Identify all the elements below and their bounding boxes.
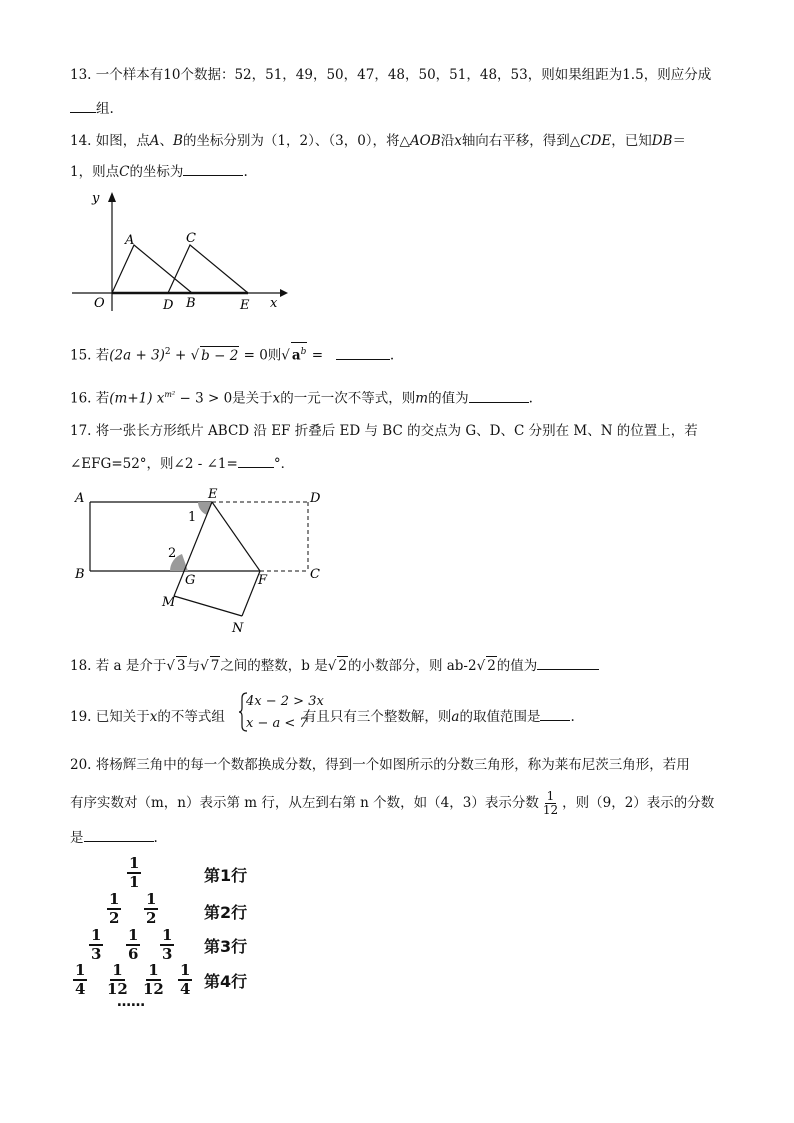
q15-answer-blank: [336, 346, 390, 360]
triangle-ellipsis: ……: [117, 994, 145, 1010]
q19-ineq1: 4x − 2 > 3x: [246, 694, 324, 709]
q13-line2: 组.: [70, 99, 114, 118]
row3-frac1: $\frac{1}{3}$: [91, 926, 102, 963]
row3-frac2: $\frac{1}{6}$: [128, 926, 139, 963]
label-c: C: [186, 231, 196, 246]
row3-frac3: $\frac{1}{3}$: [162, 926, 173, 963]
q20-line2: 有序实数对（m，n）表示第 m 行，从左到右第 n 个数，如（4，3）表示分数 $\frac{1}{12}$ ，则（9，2）表示的分数: [70, 789, 715, 817]
q14-answer-blank: [183, 162, 243, 176]
q18-line: 18. 若 a 是介于√ 3与√ 7之间的整数，b 是√ 2的小数部分，则 ab-2√ 2的值为: [70, 656, 599, 675]
row4-frac3: $\frac{1}{12}$: [143, 961, 164, 998]
q17-answer-blank: [238, 454, 274, 468]
q14-line1: 14. 如图，点A、B的坐标分别为（1，2）、（3，0），将△AOB沿x轴向右平移，得到△CDE，已知DB＝: [70, 133, 686, 149]
q14-line2: 1，则点C的坐标为 .: [70, 164, 248, 180]
label-a: A: [125, 233, 135, 248]
q17-line1: 17. 将一张长方形纸片 ABCD 沿 EF 折叠后 ED 与 BC 的交点为 G、D、C 分别在 M、N 的位置上，若: [70, 423, 698, 439]
label-e: E: [240, 298, 250, 313]
q15-line: 15. 若$(2a + 3)^2$ + √ b − 2 = 0则√ $a^b$ = .: [70, 342, 394, 365]
label-c: C: [310, 567, 320, 582]
row4-frac1: $\frac{1}{4}$: [75, 961, 86, 998]
label-angle-2: 2: [168, 546, 177, 561]
label-g: G: [185, 573, 196, 588]
q20-line1: 20. 将杨辉三角中的每一个数都换成分数，得到一个如图所示的分数三角形，称为莱布尼茨三角形，若用: [70, 757, 690, 773]
q20-example-fraction: $\frac{1}{12}$: [542, 789, 559, 817]
label-m: M: [162, 595, 176, 610]
q16-answer-blank: [469, 389, 529, 403]
label-e: E: [208, 487, 218, 502]
label-o: O: [94, 296, 105, 311]
row3-label: 第3行: [204, 937, 248, 956]
label-b: B: [75, 567, 85, 582]
q19-ineq2: x − a < 7: [246, 716, 308, 731]
row4-frac2: $\frac{1}{12}$: [107, 961, 128, 998]
label-d: D: [310, 491, 321, 506]
label-b: B: [186, 296, 196, 311]
label-a: A: [75, 491, 85, 506]
q13-line1: 13. 一个样本有10个数据：52，51，49，50，47，48，50，51，48，53，则如果组距为1.5，则应分成: [70, 67, 712, 83]
q13-answer-blank: [70, 99, 96, 113]
label-angle-1: 1: [188, 510, 197, 525]
label-d: D: [163, 298, 174, 313]
triangle-aob: [112, 245, 192, 293]
row2-label: 第2行: [204, 903, 248, 922]
row2-frac2: $\frac{1}{2}$: [146, 890, 157, 927]
q19-answer-blank: [540, 707, 570, 721]
q19-line: 19. 已知关于x的不等式组 有且只有三个整数解，则a的取值范围是 .: [70, 709, 575, 725]
row4-label: 第4行: [204, 972, 248, 991]
label-x: x: [270, 296, 278, 311]
q20-line3: 是 .: [70, 830, 158, 846]
row2-frac1: $\frac{1}{2}$: [109, 890, 120, 927]
row1-frac1: $\frac{1}{1}$: [129, 854, 140, 891]
fold-ef: [212, 502, 260, 571]
y-axis-arrow: [108, 192, 116, 202]
row4-frac4: $\frac{1}{4}$: [180, 961, 191, 998]
q20-answer-blank: [84, 828, 154, 842]
q18-answer-blank: [537, 656, 599, 670]
x-axis-arrow: [280, 289, 288, 297]
triangle-cde: [168, 245, 248, 293]
label-f: F: [258, 573, 268, 588]
label-n: N: [232, 621, 244, 636]
edge-mn: [174, 596, 242, 616]
q14-coordinate-figure: [70, 186, 290, 316]
q17-line2: ∠EFG=52°，则∠2 - ∠1= °．: [70, 456, 295, 472]
row1-label: 第1行: [204, 866, 248, 885]
q16-line: 16. 若(m+1) $x^{m^2} - 3 > 0$是关于x的一元一次不等式，则m的值为 .: [70, 390, 533, 407]
q17-folded-paper-figure: [70, 482, 340, 642]
label-y: y: [92, 191, 100, 206]
